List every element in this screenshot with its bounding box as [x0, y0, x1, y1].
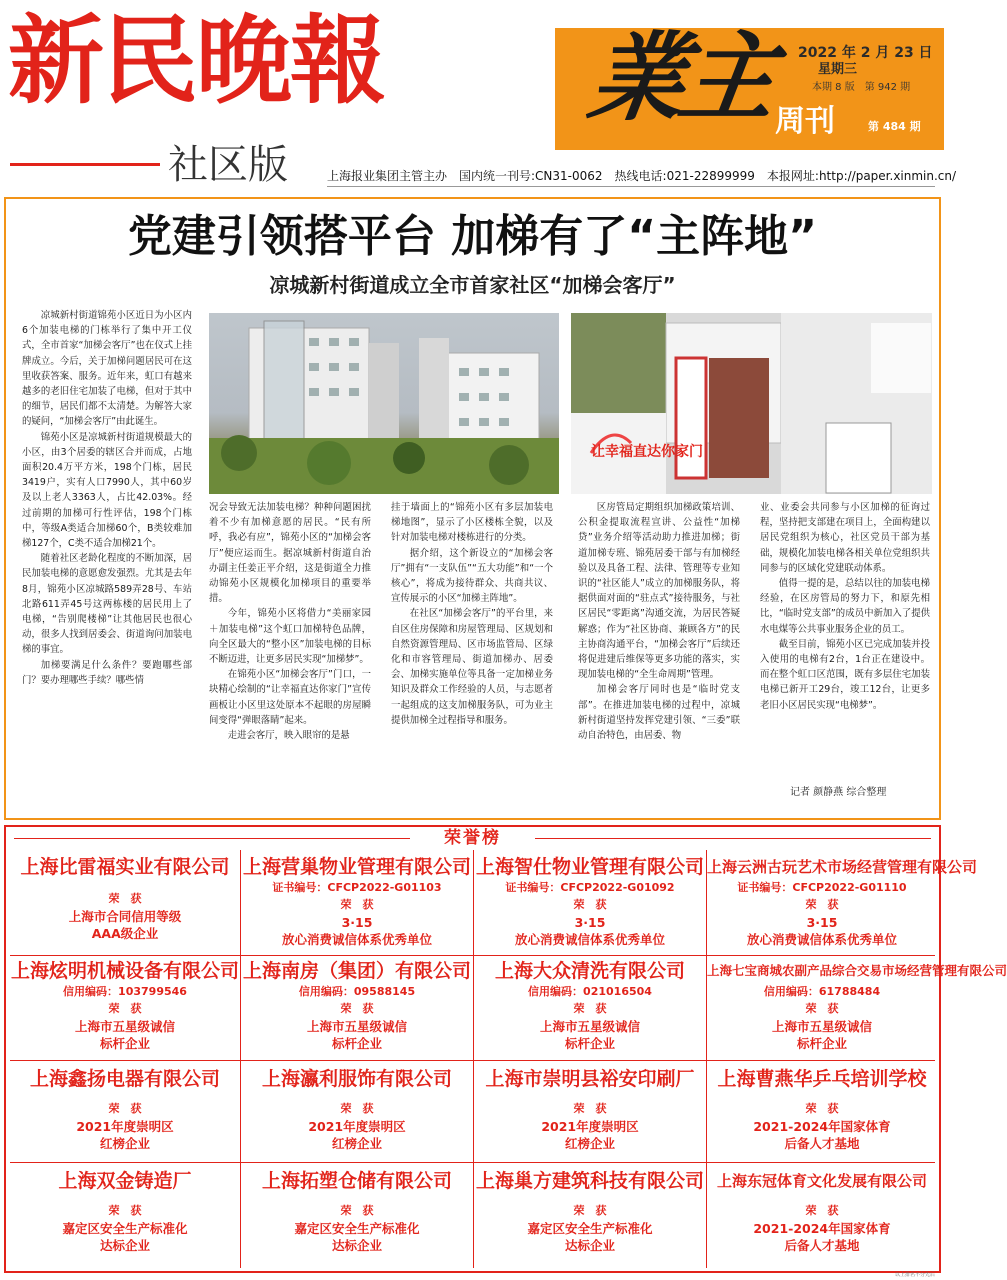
honor-title-rule-left: [14, 838, 410, 839]
honor-roll-footnote: 以上排名不分先后: [895, 1272, 936, 1278]
award-line: 放心消费诚信体系优秀单位: [746, 932, 897, 947]
certificate-code: 证书编号：CFCP2022-G01103: [272, 881, 442, 894]
company-name: 上海比雷福实业有限公司: [20, 856, 230, 878]
credit-code: 信用编码：103799546: [63, 985, 187, 998]
award-line: 嘉定区安全生产标准化: [294, 1221, 420, 1236]
company-name: 上海市崇明县裕安印刷厂: [485, 1068, 695, 1090]
award-label: 荣 获: [573, 1002, 607, 1015]
article-paragraph: 走进会客厅，映入眼帘的是悬: [227, 730, 350, 742]
award-line: 后备人才基地: [784, 1136, 860, 1151]
honor-cell: [475, 1066, 705, 1152]
masthead-rule: [327, 186, 935, 187]
article-column-2: [209, 500, 371, 743]
company-name: 上海双金铸造厂: [58, 1170, 192, 1192]
award-line: 3·15: [341, 915, 373, 930]
honor-cell: [10, 958, 240, 1052]
award-line: 上海市五星级诚信: [539, 1019, 640, 1034]
award-line: 标杆企业: [99, 1036, 150, 1051]
award-line: 红榜企业: [99, 1136, 150, 1151]
article-paragraph: 加梯要满足什么条件？要跑哪些部门？要办理哪些手续？哪些情: [22, 659, 192, 686]
issue-date: 2022 年 2 月 23 日: [798, 45, 933, 61]
award-line: 3·15: [806, 915, 838, 930]
award-label: 荣 获: [805, 1204, 839, 1217]
certificate-code: 证书编号：CFCP2022-G01110: [737, 881, 907, 894]
company-name: 上海大众清洗有限公司: [494, 960, 685, 982]
masthead: [0, 0, 957, 195]
issue-number: 第 484 期: [868, 120, 921, 133]
award-line: 2021年度崇明区: [541, 1119, 639, 1134]
honor-column-divider: [240, 850, 241, 1268]
building-model-photo: [209, 313, 559, 494]
honor-cell: [242, 1066, 472, 1152]
award-line: 后备人才基地: [784, 1238, 860, 1253]
honor-column-divider: [473, 850, 474, 1268]
award-label: 荣 获: [340, 1204, 374, 1217]
article-paragraph: 挂于墙面上的“锦苑小区有多层加装电梯地图”，显示了小区楼栋全貌，以及针对加装电梯对楼栋进行的分类。: [391, 502, 553, 544]
award-line: 红榜企业: [331, 1136, 382, 1151]
article-column-5: [760, 500, 930, 713]
honor-cell: [475, 958, 705, 1052]
award-label: 荣 获: [573, 898, 607, 911]
photo-sign-text: 让幸福直达你家门: [591, 444, 703, 460]
company-name: 上海鑫扬电器有限公司: [29, 1068, 220, 1090]
honor-cell: [707, 854, 978, 948]
award-line: 标杆企业: [331, 1036, 382, 1051]
award-label: 荣 获: [340, 1002, 374, 1015]
honor-cell: [707, 1168, 937, 1254]
article-paragraph: 凉城新村街道锦苑小区近日为小区内6个加装电梯的门栋举行了集中开工仪式，全市首家“加梯会客厅”也在仪式上挂牌成立。今后，关于加梯问题居民可在这里收获答案、服务。近年来，虹口有越来越多的老旧住宅加装了电梯，但对于其中的细节，居民们都不太清楚。为解答大家的疑问，“加梯会客厅”由此诞生。: [22, 310, 192, 428]
honor-cell: [10, 1168, 240, 1254]
publisher-info: 上海报业集团主管主办 国内统一刊号:CN31-0062 热线电话:021-22899999 本报网址:http://paper.xinmin.cn/: [327, 169, 957, 183]
award-line: 放心消费诚信体系优秀单位: [281, 932, 432, 947]
company-name: 上海东冠体育文化发展有限公司: [716, 1172, 927, 1190]
company-name: 上海曹燕华乒乓培训学校: [717, 1068, 927, 1090]
award-line: 3·15: [574, 915, 606, 930]
article-column-4: [578, 500, 740, 743]
award-line: 放心消费诚信体系优秀单位: [514, 932, 665, 947]
edition-info: 本期 8 版 第 942 期: [812, 82, 911, 93]
meeting-room-illustration: [571, 313, 932, 494]
award-label: 荣 获: [805, 1102, 839, 1115]
award-line: 上海市五星级诚信: [771, 1019, 872, 1034]
meeting-room-photo: [571, 313, 932, 494]
credit-code: 信用编码：021016504: [528, 985, 652, 998]
company-name: 上海智仕物业管理有限公司: [475, 856, 704, 878]
award-line: 嘉定区安全生产标准化: [62, 1221, 188, 1236]
award-label: 荣 获: [108, 1102, 142, 1115]
honor-cell: [10, 1066, 240, 1152]
company-name: 上海瀛利服饰有限公司: [261, 1068, 452, 1090]
award-label: 荣 获: [340, 1102, 374, 1115]
award-line: 上海市五星级诚信: [306, 1019, 407, 1034]
article-paragraph: 在锦苑小区“加梯会客厅”门口，一块精心绘制的“让幸福直达你家门”宣传画板让小区里这处原本不起眼的房屋瞬间变得“弹眼落睛”起来。: [209, 669, 371, 726]
issue-weekday: 星期三: [818, 62, 858, 77]
award-label: 荣 获: [108, 1204, 142, 1217]
award-line: 上海市五星级诚信: [74, 1019, 175, 1034]
award-label: 荣 获: [805, 898, 839, 911]
honor-cell: [10, 854, 240, 942]
award-label: 荣 获: [108, 892, 142, 905]
company-name: 上海巢方建筑科技有限公司: [475, 1170, 704, 1192]
credit-code: 信用编码：61788484: [763, 985, 881, 998]
article-byline: 记者 颜静燕 综合整理: [790, 787, 887, 798]
honor-cell: [242, 1168, 472, 1254]
article-paragraph: 业、业委会共同参与小区加梯的征询过程，坚持把支部建在项目上，全面构建以居民党组织为核心，社区党员干部为基础，规模化加装电梯各相关单位党组织共同参与的区域化党建联动体系。: [760, 502, 930, 574]
article-column-1: [22, 308, 192, 688]
credit-code: 信用编码：09588145: [298, 985, 416, 998]
award-line: 标杆企业: [564, 1036, 615, 1051]
award-line: 2021年度崇明区: [76, 1119, 174, 1134]
certificate-code: 证书编号：CFCP2022-G01092: [505, 881, 675, 894]
article-paragraph: 值得一提的是，总结以往的加装电梯经验，在区房管局的努力下，和原先相比，“临时党支部”的成员中新加入了提供水电煤等公共事业服务企业的员工。: [760, 578, 930, 635]
honor-cell: [475, 1168, 705, 1254]
honor-cell: [707, 958, 1007, 1052]
award-line: 达标企业: [99, 1238, 150, 1253]
honor-roll-title: 荣誉榜: [444, 828, 501, 848]
article-paragraph: 今年，锦苑小区将借力“美丽家园＋加装电梯”这个虹口加梯特色品牌，向全区最大的“整小区”加装电梯的目标不断迈进，让更多居民实现“加梯梦”。: [209, 608, 371, 666]
award-line: 标杆企业: [796, 1036, 847, 1051]
article-paragraph: 加梯会客厅同时也是“临时党支部”。在推进加装电梯的过程中，凉城新村街道坚持发挥党建引领、“三委”联动自治特色，由居委、物: [578, 684, 740, 742]
award-line: 达标企业: [564, 1238, 615, 1253]
article-paragraph: 锦苑小区是凉城新村街道规模最大的小区，由3个居委的辖区合并而成，占地面积20.4万平方米，198个门栋，居民3419户，实有人口7990人，其中60岁及以上老人3363人，占比42.03%。经过前期的加梯可行性评估，198个门栋中，等级A类适合加梯60个，B类较难加梯127个，C类不适合加梯21个。: [22, 431, 192, 550]
honor-cell: [242, 958, 472, 1052]
honor-title-rule-right: [535, 838, 931, 839]
weekly-label: 周刊: [775, 104, 835, 139]
award-label: 荣 获: [573, 1102, 607, 1115]
company-name: 上海营巢物业管理有限公司: [242, 856, 471, 878]
article-paragraph: 况会导致无法加装电梯？种种问题困扰着不少有加梯意愿的居民。“民有所呼，我必有应”，锦苑小区的“加梯会客厅”便应运而生。据凉城新村街道自治办副主任姜正平介绍，这是街道全力推动锦苑小区规模化加梯项目的重要举措。: [209, 502, 371, 605]
award-line: AAA级企业: [91, 926, 159, 941]
weekly-logo: 業主: [582, 21, 779, 134]
company-name: 上海炫明机械设备有限公司: [10, 960, 239, 982]
award-line: 达标企业: [331, 1238, 382, 1253]
edition-underline: [10, 163, 160, 166]
article-paragraph: 随着社区老龄化程度的不断加深，居民加装电梯的意愿愈发强烈。尤其是去年8月，锦苑小区凉城路589弄28号、车站北路611弄45号这两栋楼的居民用上了电梯，“告别爬楼梯”让其他居民也很心动，很多人找到居委会、街道询问加装电梯的事宜。: [22, 553, 192, 656]
company-name: 上海拓塑仓储有限公司: [261, 1170, 452, 1192]
award-line: 2021-2024年国家体育: [753, 1221, 891, 1236]
award-line: 红榜企业: [564, 1136, 615, 1151]
article-paragraph: 据介绍，这个新设立的“加梯会客厅”拥有“一支队伍”“五大功能”和“一个核心”，将成为接待群众、共商共议、宣传展示的小区“加梯主阵地”。: [391, 547, 553, 605]
article-column-3: [391, 500, 553, 728]
honor-row-divider: [10, 955, 935, 956]
company-name: 上海七宝商城农副产品综合交易市场经营管理有限公司: [707, 963, 1007, 978]
honor-cell: [707, 1066, 937, 1152]
honor-row-divider: [10, 1162, 935, 1163]
company-name: 上海云洲古玩艺术市场经营管理有限公司: [707, 858, 978, 876]
honor-cell: [475, 854, 705, 948]
newspaper-logo: 新民晚報: [8, 4, 384, 117]
edition-name: 社区版: [168, 142, 288, 188]
article-paragraph: 在社区“加梯会客厅”的平台里，来自区住房保障和房屋管理局、区规划和自然资源管理局、区市场监管局、区绿化和市容管理局、街道加梯办、居委会、加梯实施单位等具备一定加梯业务知识及群众工作经验的人员，与志愿者一起组成的这支加梯服务队，可为业主提供加梯全过程指导和服务。: [391, 608, 553, 726]
award-label: 荣 获: [805, 1002, 839, 1015]
article-paragraph: 区房管局定期组织加梯政策培训、公积金提取流程宣讲、公益性“加梯贷”业务介绍等活动助力推进加梯；街道加梯专班、锦苑居委干部与有加梯经验以及具备工程、法律、管理等专业知识的“社区能人”成立的加梯服务队，将据供面对面的“驻点式”接待服务，与社区居民“零距离”沟通交流，为居民答疑解惑；作为“社区协商、兼顾各方”的民主协商沟通平台，“加梯会客厅”后续还将促进建后维保等更多功能的落实，实现加装电梯的“全生命周期”管理。: [578, 502, 740, 681]
article-paragraph: 截至目前，锦苑小区已完成加装并投入使用的电梯有2台，1台正在建设中。而在整个虹口区范围，既有多层住宅加装电梯已新开工29台，竣工12台，让更多老旧小区居民实现“电梯梦”。: [760, 638, 930, 711]
building-model-illustration: [209, 313, 559, 494]
award-label: 荣 获: [573, 1204, 607, 1217]
award-line: 2021年度崇明区: [308, 1119, 406, 1134]
company-name: 上海南房（集团）有限公司: [242, 960, 471, 982]
award-label: 荣 获: [108, 1002, 142, 1015]
award-line: 2021-2024年国家体育: [753, 1119, 891, 1134]
honor-cell: [242, 854, 472, 948]
award-line: 嘉定区安全生产标准化: [527, 1221, 653, 1236]
award-label: 荣 获: [340, 898, 374, 911]
award-line: 上海市合同信用等级: [68, 909, 182, 924]
article-subhead: 凉城新村街道成立全市首家社区“加梯会客厅”: [269, 273, 676, 297]
honor-row-divider: [10, 1060, 935, 1061]
article-headline: 党建引领搭平台 加梯有了“主阵地”: [127, 211, 818, 262]
